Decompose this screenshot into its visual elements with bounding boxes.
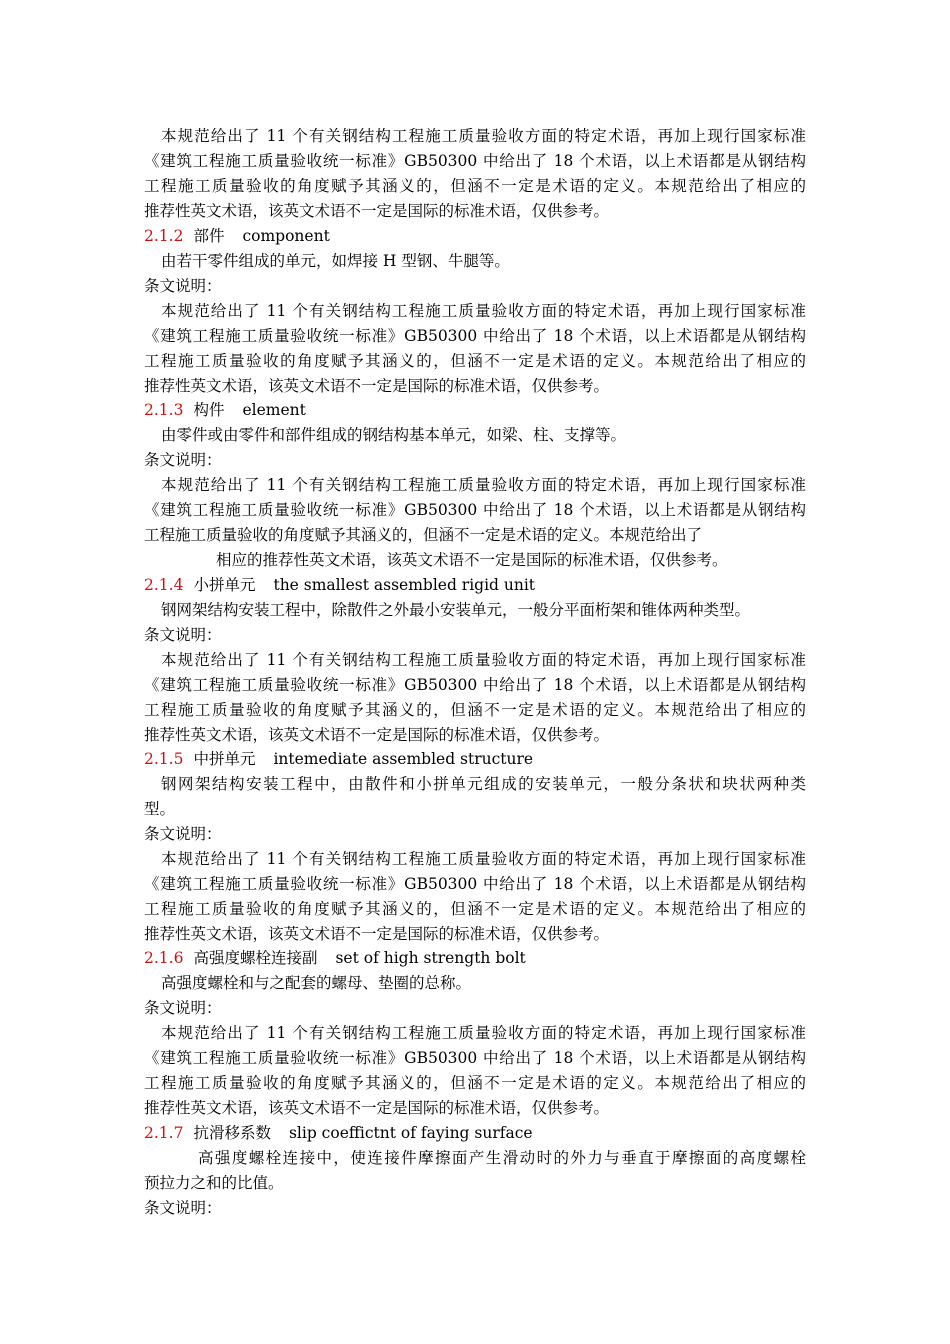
term-definition: 由零件或由零件和部件组成的钢结构基本单元，如梁、柱、支撑等。 [161,426,627,444]
term-cn: 构件 [193,401,225,419]
term-en: set of high strength bolt [335,949,526,967]
explanation-line: 推荐性英文术语，该英文术语不一定是国际的标准术语，仅供参考。 [144,1099,610,1117]
term-definition: 高强度螺栓连接中，使连接件摩擦面产生滑动时的外力与垂直于摩擦面的高度螺栓 [198,1149,806,1167]
explanation-line: 工程施工质量验收的角度赋予其涵义的，但涵不一定是术语的定义。本规范给出了相应的 [144,177,806,195]
explanation-line: 《建筑工程施工质量验收统一标准》GB50300 中给出了 18 个术语，以上术语都是从钢结构 [144,676,806,694]
term-definition: 高强度螺栓和与之配套的螺母、垫圈的总称。 [161,974,472,992]
explanation-line: 相应的推荐性英文术语，该英文术语不一定是国际的标准术语，仅供参考。 [216,551,728,569]
term-cn: 部件 [193,227,225,245]
explanation-line: 本规范给出了 11 个有关钢结构工程施工质量验收方面的特定术语，再加上现行国家标准 [161,127,806,145]
term-cn: 高强度螺栓连接副 [193,949,318,967]
explanation-line: 本规范给出了 11 个有关钢结构工程施工质量验收方面的特定术语，再加上现行国家标准 [161,476,806,494]
term-en: intemediate assembled structure [273,750,534,768]
explanation-line: 推荐性英文术语，该英文术语不一定是国际的标准术语，仅供参考。 [144,925,610,943]
note-label: 条文说明： [144,825,222,843]
explanation-line: 本规范给出了 11 个有关钢结构工程施工质量验收方面的特定术语，再加上现行国家标准 [161,1024,806,1042]
explanation-line: 推荐性英文术语，该英文术语不一定是国际的标准术语，仅供参考。 [144,726,610,744]
explanation-line: 推荐性英文术语，该英文术语不一定是国际的标准术语，仅供参考。 [144,377,610,395]
explanation-line: 《建筑工程施工质量验收统一标准》GB50300 中给出了 18 个术语，以上术语都是从钢结构 [144,501,806,519]
term-en: the smallest assembled rigid unit [273,576,536,594]
term-heading [144,224,330,249]
term-definition: 由若干零件组成的单元，如焊接 H 型钢、牛腿等。 [161,252,510,270]
explanation-line: 本规范给出了 11 个有关钢结构工程施工质量验收方面的特定术语，再加上现行国家标准 [161,302,806,320]
explanation-line: 工程施工质量验收的角度赋予其涵义的，但涵不一定是术语的定义。本规范给出了相应的 [144,1074,806,1092]
term-number: 2.1.7 [144,1124,184,1142]
note-label: 条文说明： [144,277,222,295]
explanation-line: 工程施工质量验收的角度赋予其涵义的，但涵不一定是术语的定义。本规范给出了相应的 [144,900,806,918]
term-number: 2.1.4 [144,576,184,594]
term-definition: 钢网架结构安装工程中，除散件之外最小安装单元，一般分平面桁架和锥体两种类型。 [161,601,751,619]
term-number: 2.1.5 [144,750,184,768]
term-cn: 小拼单元 [193,576,256,594]
explanation-line: 工程施工质量验收的角度赋予其涵义的，但涵不一定是术语的定义。本规范给出了 [144,526,703,544]
term-number: 2.1.2 [144,227,184,245]
note-label: 条文说明： [144,626,222,644]
term-heading [144,398,306,423]
term-cn: 抗滑移系数 [193,1124,271,1142]
note-label: 条文说明： [144,1199,222,1217]
note-label: 条文说明： [144,999,222,1017]
term-definition: 型。 [144,800,176,818]
explanation-line: 本规范给出了 11 个有关钢结构工程施工质量验收方面的特定术语，再加上现行国家标准 [161,850,806,868]
explanation-line: 《建筑工程施工质量验收统一标准》GB50300 中给出了 18 个术语，以上术语都是从钢结构 [144,152,806,170]
term-en: element [242,401,306,419]
explanation-line: 推荐性英文术语，该英文术语不一定是国际的标准术语，仅供参考。 [144,202,610,220]
term-heading [144,747,533,772]
explanation-line: 工程施工质量验收的角度赋予其涵义的，但涵不一定是术语的定义。本规范给出了相应的 [144,701,806,719]
term-number: 2.1.6 [144,949,184,967]
explanation-line: 工程施工质量验收的角度赋予其涵义的，但涵不一定是术语的定义。本规范给出了相应的 [144,352,806,370]
explanation-line: 《建筑工程施工质量验收统一标准》GB50300 中给出了 18 个术语，以上术语都是从钢结构 [144,1049,806,1067]
term-heading [144,946,526,971]
term-heading [144,573,535,598]
explanation-line: 《建筑工程施工质量验收统一标准》GB50300 中给出了 18 个术语，以上术语都是从钢结构 [144,875,806,893]
term-number: 2.1.3 [144,401,184,419]
term-cn: 中拼单元 [193,750,256,768]
explanation-line: 《建筑工程施工质量验收统一标准》GB50300 中给出了 18 个术语，以上术语都是从钢结构 [144,327,806,345]
explanation-line: 本规范给出了 11 个有关钢结构工程施工质量验收方面的特定术语，再加上现行国家标准 [161,651,806,669]
term-en: component [242,227,330,245]
term-heading [144,1121,533,1146]
note-label: 条文说明： [144,451,222,469]
term-definition: 预拉力之和的比值。 [144,1174,284,1192]
term-en: slip coeffictnt of faying surface [288,1124,533,1142]
term-definition: 钢网架结构安装工程中，由散件和小拼单元组成的安装单元，一般分条状和块状两种类 [161,775,806,793]
